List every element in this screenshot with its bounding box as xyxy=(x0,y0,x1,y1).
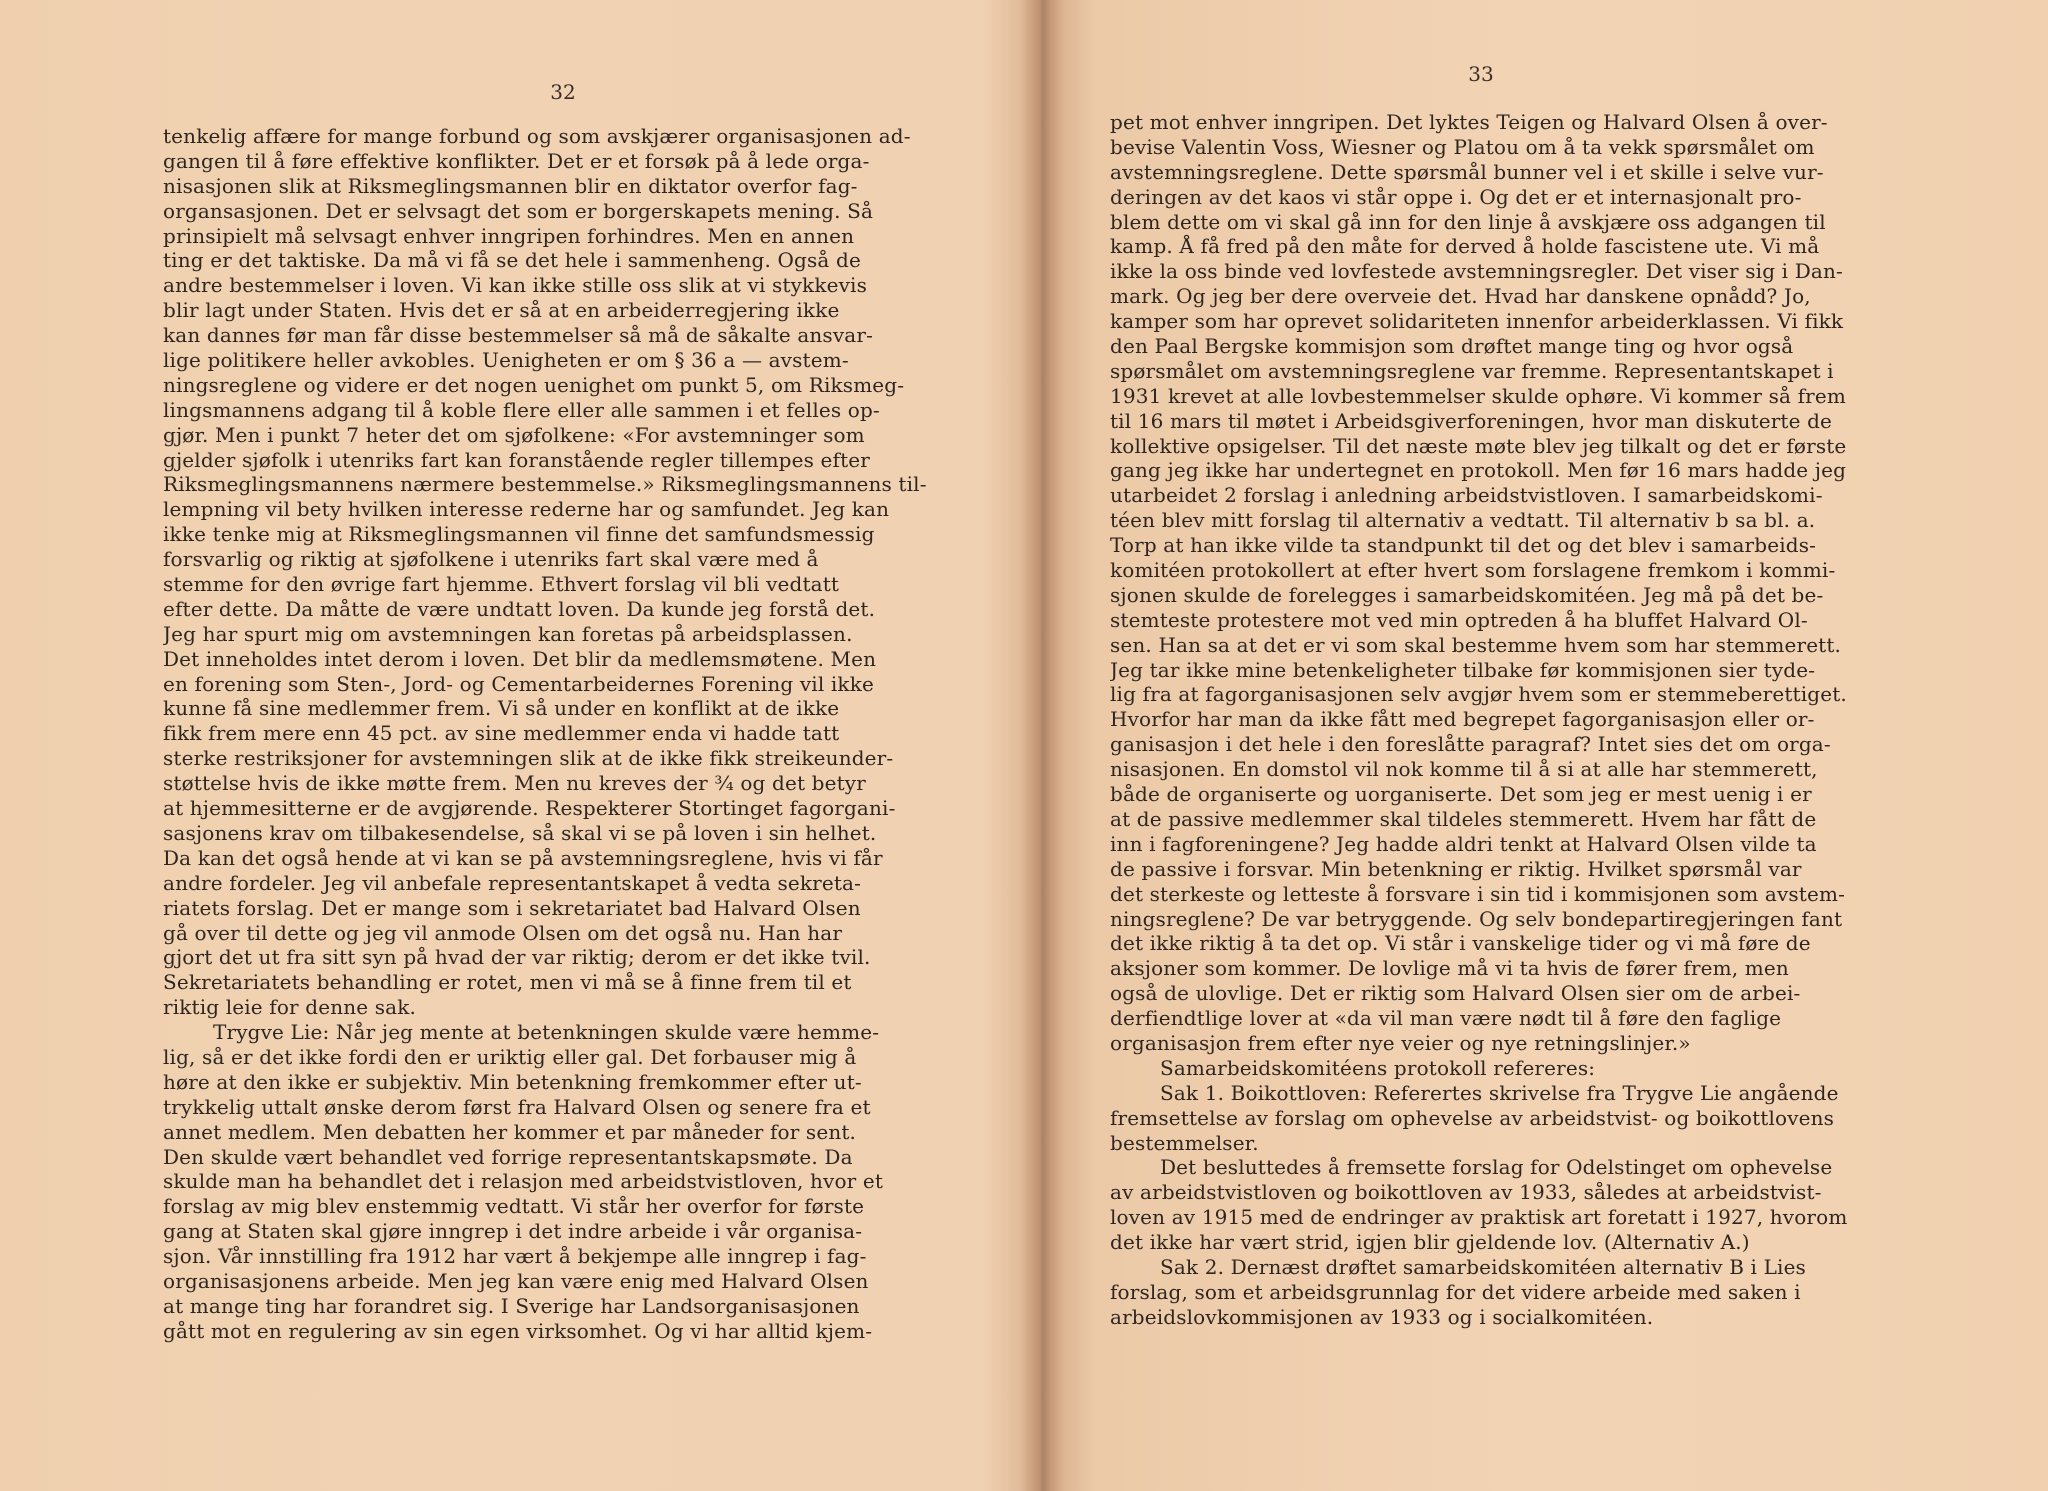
text-line: Det besluttedes å fremsette forslag for Odelstinget om ophevelse xyxy=(1160,1155,1833,1180)
text-line: lig, så er det ikke fordi den er uriktig eller gal. Det forbauser mig å xyxy=(163,1044,857,1069)
text-line: lempning vil bety hvilken interesse rederne har og samfundet. Jeg kan xyxy=(163,497,890,522)
text-line: av arbeidstvistloven og boikottloven av 1933, således at arbeidstvist- xyxy=(1110,1180,1822,1205)
text-line: gjort det ut fra sitt syn på hvad der var riktig; derom er det ikke tvil. xyxy=(163,945,871,970)
text-line: kamp. Å få fred på den måte for derved å holde fascistene ute. Vi må xyxy=(1110,234,1820,259)
text-line: forslag, som et arbeidsgrunnlag for det videre arbeide med saken i xyxy=(1110,1279,1801,1304)
text-line: nisasjonen slik at Riksmeglingsmannen blir en diktator overfor fag- xyxy=(163,173,858,198)
text-line: at de passive medlemmer skal tildeles stemmerett. Hvem har fått de xyxy=(1110,806,1817,831)
text-line: ting er det taktiske. Da må vi få se det hele i sammenheng. Også de xyxy=(163,248,861,273)
text-line: pet mot enhver inngripen. Det lyktes Teigen og Halvard Olsen å over- xyxy=(1110,110,1828,134)
text-line: Da kan det også hende at vi kan se på avstemningsreglene, hvis vi får xyxy=(163,845,883,870)
text-line: lige politikere heller avkobles. Uenigheten er om § 36 a — avstem- xyxy=(163,348,849,373)
text-line: kollektive opsigelser. Til det næste møte blev jeg tilkalt og det er første xyxy=(1110,433,1847,458)
text-line: det sterkeste og letteste å forsvare i sin tid i kommisjonen som avstem- xyxy=(1110,881,1845,906)
text-line: Sak 1. Boikottloven: Referertes skrivelse fra Trygve Lie angående xyxy=(1160,1080,1839,1105)
text-line: bevise Valentin Voss, Wiesner og Platou om å ta vekk spørsmålet om xyxy=(1110,134,1815,159)
text-line: organisasjonens arbeide. Men jeg kan være enig med Halvard Olsen xyxy=(163,1268,869,1293)
text-line: loven av 1915 med de endringer av praktisk art foretatt i 1927, hvorom xyxy=(1110,1205,1848,1230)
text-line: gjelder sjøfolk i utenriks fart kan foranstående regler tillempes efter xyxy=(163,447,870,472)
text-line: fikk frem mere enn 45 pct. av sine medlemmer enda vi hadde tatt xyxy=(163,721,840,746)
text-line: riktig leie for denne sak. xyxy=(163,995,417,1020)
text-line: prinsipielt må selvsagt enhver inngripen forhindres. Men en annen xyxy=(163,223,855,248)
text-line: Sak 2. Dernæst drøftet samarbeidskomitéen alternativ B i Lies xyxy=(1160,1254,1806,1279)
text-line: spørsmålet om avstemningsreglene var fremme. Representantskapet i xyxy=(1110,358,1834,383)
text-line: fremsettelse av forslag om ophevelse av arbeidstvist- og boikottlovens xyxy=(1110,1105,1835,1130)
text-line: også de ulovlige. Det er riktig som Halvard Olsen sier om de arbei- xyxy=(1110,981,1801,1006)
text-line: Den skulde vært behandlet ved forrige representantskapsmøte. Da xyxy=(163,1144,853,1169)
text-line: avstemningsreglene. Dette spørsmål bunner vel i et skille i selve vur- xyxy=(1110,159,1824,184)
text-line: efter dette. Da måtte de være undtatt loven. Da kunde jeg forstå det. xyxy=(163,596,876,621)
text-line: Riksmeglingsmannens nærmere bestemmelse.» Riksmeglingsmannens til- xyxy=(163,472,927,497)
text-line: forslag av mig blev enstemmig vedtatt. Vi står her overfor for første xyxy=(163,1194,865,1219)
text-line: sjon. Vår innstilling fra 1912 har vært å bekjempe alle inngrep i fag- xyxy=(163,1244,867,1269)
text-line: mark. Og jeg ber dere overveie det. Hvad har danskene opnådd? Jo, xyxy=(1110,284,1811,309)
text-line: derfiendtlige lover at «da vil man være nødt til å føre den faglige xyxy=(1110,1006,1782,1031)
text-line: ganisasjon i det hele i den foreslåtte paragraf? Intet sies det om orga- xyxy=(1110,732,1831,757)
text-line: stemteste protestere mot ved min optreden å ha bluffet Halvard Ol- xyxy=(1110,607,1808,632)
text-line: téen blev mitt forslag til alternativ a vedtatt. Til alternativ b sa bl. a. xyxy=(1110,508,1816,533)
text-line: aksjoner som kommer. De lovlige må vi ta hvis de fører frem, men xyxy=(1110,956,1789,981)
text-line: en forening som Sten-, Jord- og Cementarbeidernes Forening vil ikke xyxy=(163,671,874,696)
text-line: de passive i forsvar. Min betenkning er riktig. Hvilket spørsmål var xyxy=(1110,856,1802,881)
text-line: Jeg har spurt mig om avstemningen kan foretas på arbeidsplassen. xyxy=(163,621,853,646)
text-line: utarbeidet 2 forslag i anledning arbeidstvistloven. I samarbeidskomi- xyxy=(1110,483,1823,508)
text-line: organisasjon frem efter nye veier og nye retningslinjer.» xyxy=(1110,1030,1691,1055)
page-number-left: 32 xyxy=(550,80,576,104)
text-line: ningsreglene? De var betryggende. Og selv bondepartiregjeringen fant xyxy=(1110,906,1843,931)
text-line: det ikke har vært strid, igjen blir gjeldende lov. (Alternativ A.) xyxy=(1110,1230,1750,1255)
right-page-text xyxy=(1110,110,1893,1330)
text-line: lingsmannens adgang til å koble flere eller alle sammen i et felles op- xyxy=(163,397,880,422)
text-line: støttelse hvis de ikke møtte frem. Men nu kreves der ¾ og det betyr xyxy=(163,771,866,796)
text-line: stemme for den øvrige fart hjemme. Ethvert forslag vil bli vedtatt xyxy=(163,572,840,597)
text-line: Trygve Lie: Når jeg mente at betenkningen skulde være hemme- xyxy=(213,1020,880,1045)
text-line: ikke tenke mig at Riksmeglingsmannen vil finne det samfundsmessig xyxy=(163,522,875,547)
text-line: at mange ting har forandret sig. I Sverige har Landsorganisasjonen xyxy=(163,1293,860,1318)
text-line: gang jeg ikke har undertegnet en protokoll. Men før 16 mars hadde jeg xyxy=(1110,458,1847,483)
text-line: kunne få sine medlemmer frem. Vi så under en konflikt at de ikke xyxy=(163,696,840,721)
text-line: nisasjonen. En domstol vil nok komme til å si at alle har stemmerett, xyxy=(1110,757,1818,782)
text-line: tenkelig affære for mange forbund og som avskjærer organisasjonen ad- xyxy=(163,124,911,148)
text-line: 1931 krevet at alle lovbestemmelser skulde ophøre. Vi kommer så frem xyxy=(1110,383,1846,408)
text-line: gjør. Men i punkt 7 heter det om sjøfolkene: «For avstemninger som xyxy=(163,422,865,447)
text-line: blir lagt under Staten. Hvis det er så at en arbeiderregjering ikke xyxy=(163,298,840,323)
text-line: Samarbeidskomitéens protokoll refereres: xyxy=(1160,1055,1596,1080)
text-line: Jeg tar ikke mine betenkeligheter tilbake før kommisjonen sier tyde- xyxy=(1110,657,1816,682)
page-number-right: 33 xyxy=(1468,62,1494,86)
text-line: arbeidslovkommisjonen av 1933 og i socialkomitéen. xyxy=(1110,1304,1654,1329)
text-line: bestemmelser. xyxy=(1110,1130,1259,1155)
text-line: komitéen protokollert at efter hvert som forslagene fremkom i kommi- xyxy=(1110,558,1836,583)
text-line: Hvorfor har man da ikke fått med begrepet fagorganisasjon eller or- xyxy=(1110,707,1815,732)
text-line: ikke la oss binde ved lovfestede avstemningsregler. Det viser sig i Dan- xyxy=(1110,259,1843,284)
text-line: Sekretariatets behandling er rotet, men vi må se å finne frem til et xyxy=(163,970,852,995)
text-line: kamper som har oprevet solidariteten innenfor arbeiderklassen. Vi fikk xyxy=(1110,309,1844,334)
text-line: annet medlem. Men debatten her kommer et par måneder for sent. xyxy=(163,1119,857,1144)
text-line: lig fra at fagorganisasjonen selv avgjør hvem som er stemmeberettiget. xyxy=(1110,682,1847,707)
text-line: deringen av det kaos vi står oppe i. Og det er et internasjonalt pro- xyxy=(1110,184,1802,209)
text-line: at hjemmesitterne er de avgjørende. Respekterer Stortinget fagorgani- xyxy=(163,796,896,821)
text-line: gangen til å føre effektive konflikter. Det er et forsøk på å lede orga- xyxy=(163,148,870,173)
text-line: gang at Staten skal gjøre inngrep i det indre arbeide i vår organisa- xyxy=(163,1219,863,1244)
text-line: kan dannes før man får disse bestemmelser så må de såkalte ansvar- xyxy=(163,323,873,348)
text-line: andre bestemmelser i loven. Vi kan ikke stille oss slik at vi stykkevis xyxy=(163,273,867,298)
text-line: til 16 mars til møtet i Arbeidsgiverforeningen, hvor man diskuterte de xyxy=(1110,408,1833,433)
text-line: den Paal Bergske kommisjon som drøftet mange ting og hvor også xyxy=(1110,334,1794,359)
text-line: andre fordeler. Jeg vil anbefale representantskapet å vedta sekreta- xyxy=(163,870,862,895)
text-line: sterke restriksjoner for avstemningen slik at de ikke fikk streikeunder- xyxy=(163,746,894,771)
text-line: forsvarlig og riktig at sjøfolkene i utenriks fart skal være med å xyxy=(163,547,819,572)
text-line: sen. Han sa at det er vi som skal bestemme hvem som har stemmerett. xyxy=(1110,632,1842,657)
text-line: Det inneholdes intet derom i loven. Det blir da medlemsmøtene. Men xyxy=(163,646,877,671)
text-line: trykkelig uttalt ønske derom først fra Halvard Olsen og senere fra et xyxy=(163,1094,871,1119)
text-line: både de organiserte og uorganiserte. Det som jeg er mest uenig i er xyxy=(1110,782,1812,807)
right-page xyxy=(1058,0,2048,1491)
left-page-text xyxy=(163,124,949,1344)
text-line: sjonen skulde de forelegges i samarbeidskomitéen. Jeg må på det be- xyxy=(1110,582,1824,607)
text-line: sasjonens krav om tilbakesendelse, så skal vi se på loven i sin helhet. xyxy=(163,820,877,845)
text-line: høre at den ikke er subjektiv. Min betenkning fremkommer efter ut- xyxy=(163,1069,862,1094)
text-line: inn i fagforeningene? Jeg hadde aldri tenkt at Halvard Olsen vilde ta xyxy=(1110,831,1817,856)
text-line: riatets forslag. Det er mange som i sekretariatet bad Halvard Olsen xyxy=(163,895,861,920)
text-line: Torp at han ikke vilde ta standpunkt til det og det blev i samarbeids- xyxy=(1110,533,1817,558)
text-line: blem dette om vi skal gå inn for den linje å avskjære oss adgangen til xyxy=(1110,209,1826,234)
text-line: det ikke riktig å ta det op. Vi står i vanskelige tider og vi må føre de xyxy=(1110,931,1811,956)
text-line: ningsreglene og videre er det nogen uenighet om punkt 5, om Riksmeg- xyxy=(163,372,905,397)
text-line: skulde man ha behandlet det i relasjon med arbeidstvistloven, hvor et xyxy=(163,1169,884,1194)
text-line: organsasjonen. Det er selvsagt det som er borgerskapets mening. Så xyxy=(163,198,874,223)
text-line: gå over til dette og jeg vil anmode Olsen om det også nu. Han har xyxy=(163,920,843,945)
text-line: gått mot en regulering av sin egen virksomhet. Og vi har alltid kjem- xyxy=(163,1318,873,1343)
